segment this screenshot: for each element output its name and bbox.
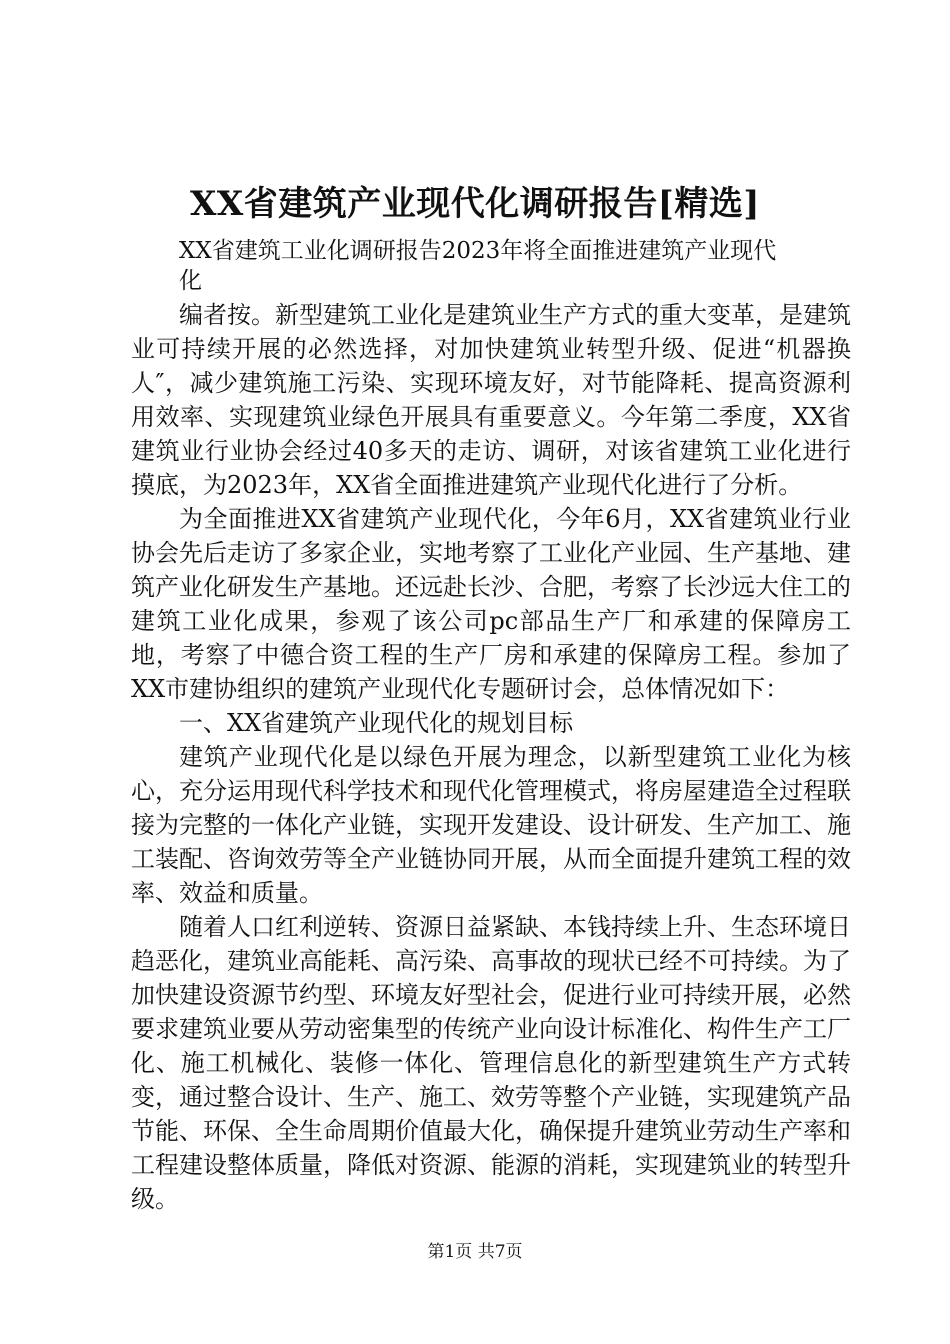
- paragraph-definition: 建筑产业现代化是以绿色开展为理念，以新型建筑工业化为核心，充分运用现代科学技术和现代化管理模式，将房屋建造全过程联接为完整的一体化产业链，实现开发建设、设计研发、生产加工、施工装配、咨询效劳等全产业链协同开展，从而全面提升建筑工程的效率、效益和质量。: [131, 743, 851, 907]
- paragraph-survey: 为全面推进XX省建筑产业现代化，今年6月，XX省建筑业行业协会先后走访了多家企业，实地考察了工业化产业园、生产基地、建筑产业化研发生产基地。还远赴长沙、合肥，考察了长沙远大住工的建筑工业化成果，参观了该公司pc部品生产厂和承建的保障房工地，考察了中德合资工程的生产厂房和承建的保障房工程。参加了XX市建协组织的建筑产业现代化专题研讨会，总体情况如下：: [131, 505, 851, 703]
- document-title: XX省建筑产业现代化调研报告[精选]: [190, 184, 760, 224]
- paragraph-transformation: 随着人口红利逆转、资源日益紧缺、本钱持续上升、生态环境日趋恶化，建筑业高能耗、高污染、高事故的现状已经不可持续。为了加快建设资源节约型、环境友好型社会，促进行业可持续开展，必然要求建筑业要从劳动密集型的传统产业向设计标准化、构件生产工厂化、施工机械化、装修一体化、管理信息化的新型建筑生产方式转变，通过整合设计、生产、施工、效劳等整个产业链，实现建筑产品节能、环保、全生命周期价值最大化，确保提升建筑业劳动生产率和工程建设整体质量，降低对资源、能源的消耗，实现建筑业的转型升级。: [131, 913, 851, 1213]
- section-heading-1: 一、XX省建筑产业现代化的规划目标: [179, 709, 574, 737]
- document-subtitle: XX省建筑工业化调研报告2023年将全面推进建筑产业现代化: [179, 238, 777, 294]
- document-body: [131, 236, 851, 1216]
- paragraph-editor-note: 编者按。新型建筑工业化是建筑业生产方式的重大变革，是建筑业可持续开展的必然选择，对加快建筑业转型升级、促进“机器换人″，减少建筑施工污染、实现环境友好，对节能降耗、提高资源利用效率、实现建筑业绿色开展具有重要意义。今年第二季度，XX省建筑业行业协会经过40多天的走访、调研，对该省建筑工业化进行摸底，为2023年，XX省全面推进建筑产业现代化进行了分析。: [131, 301, 851, 499]
- page-number: 第1页 共7页: [427, 1242, 523, 1262]
